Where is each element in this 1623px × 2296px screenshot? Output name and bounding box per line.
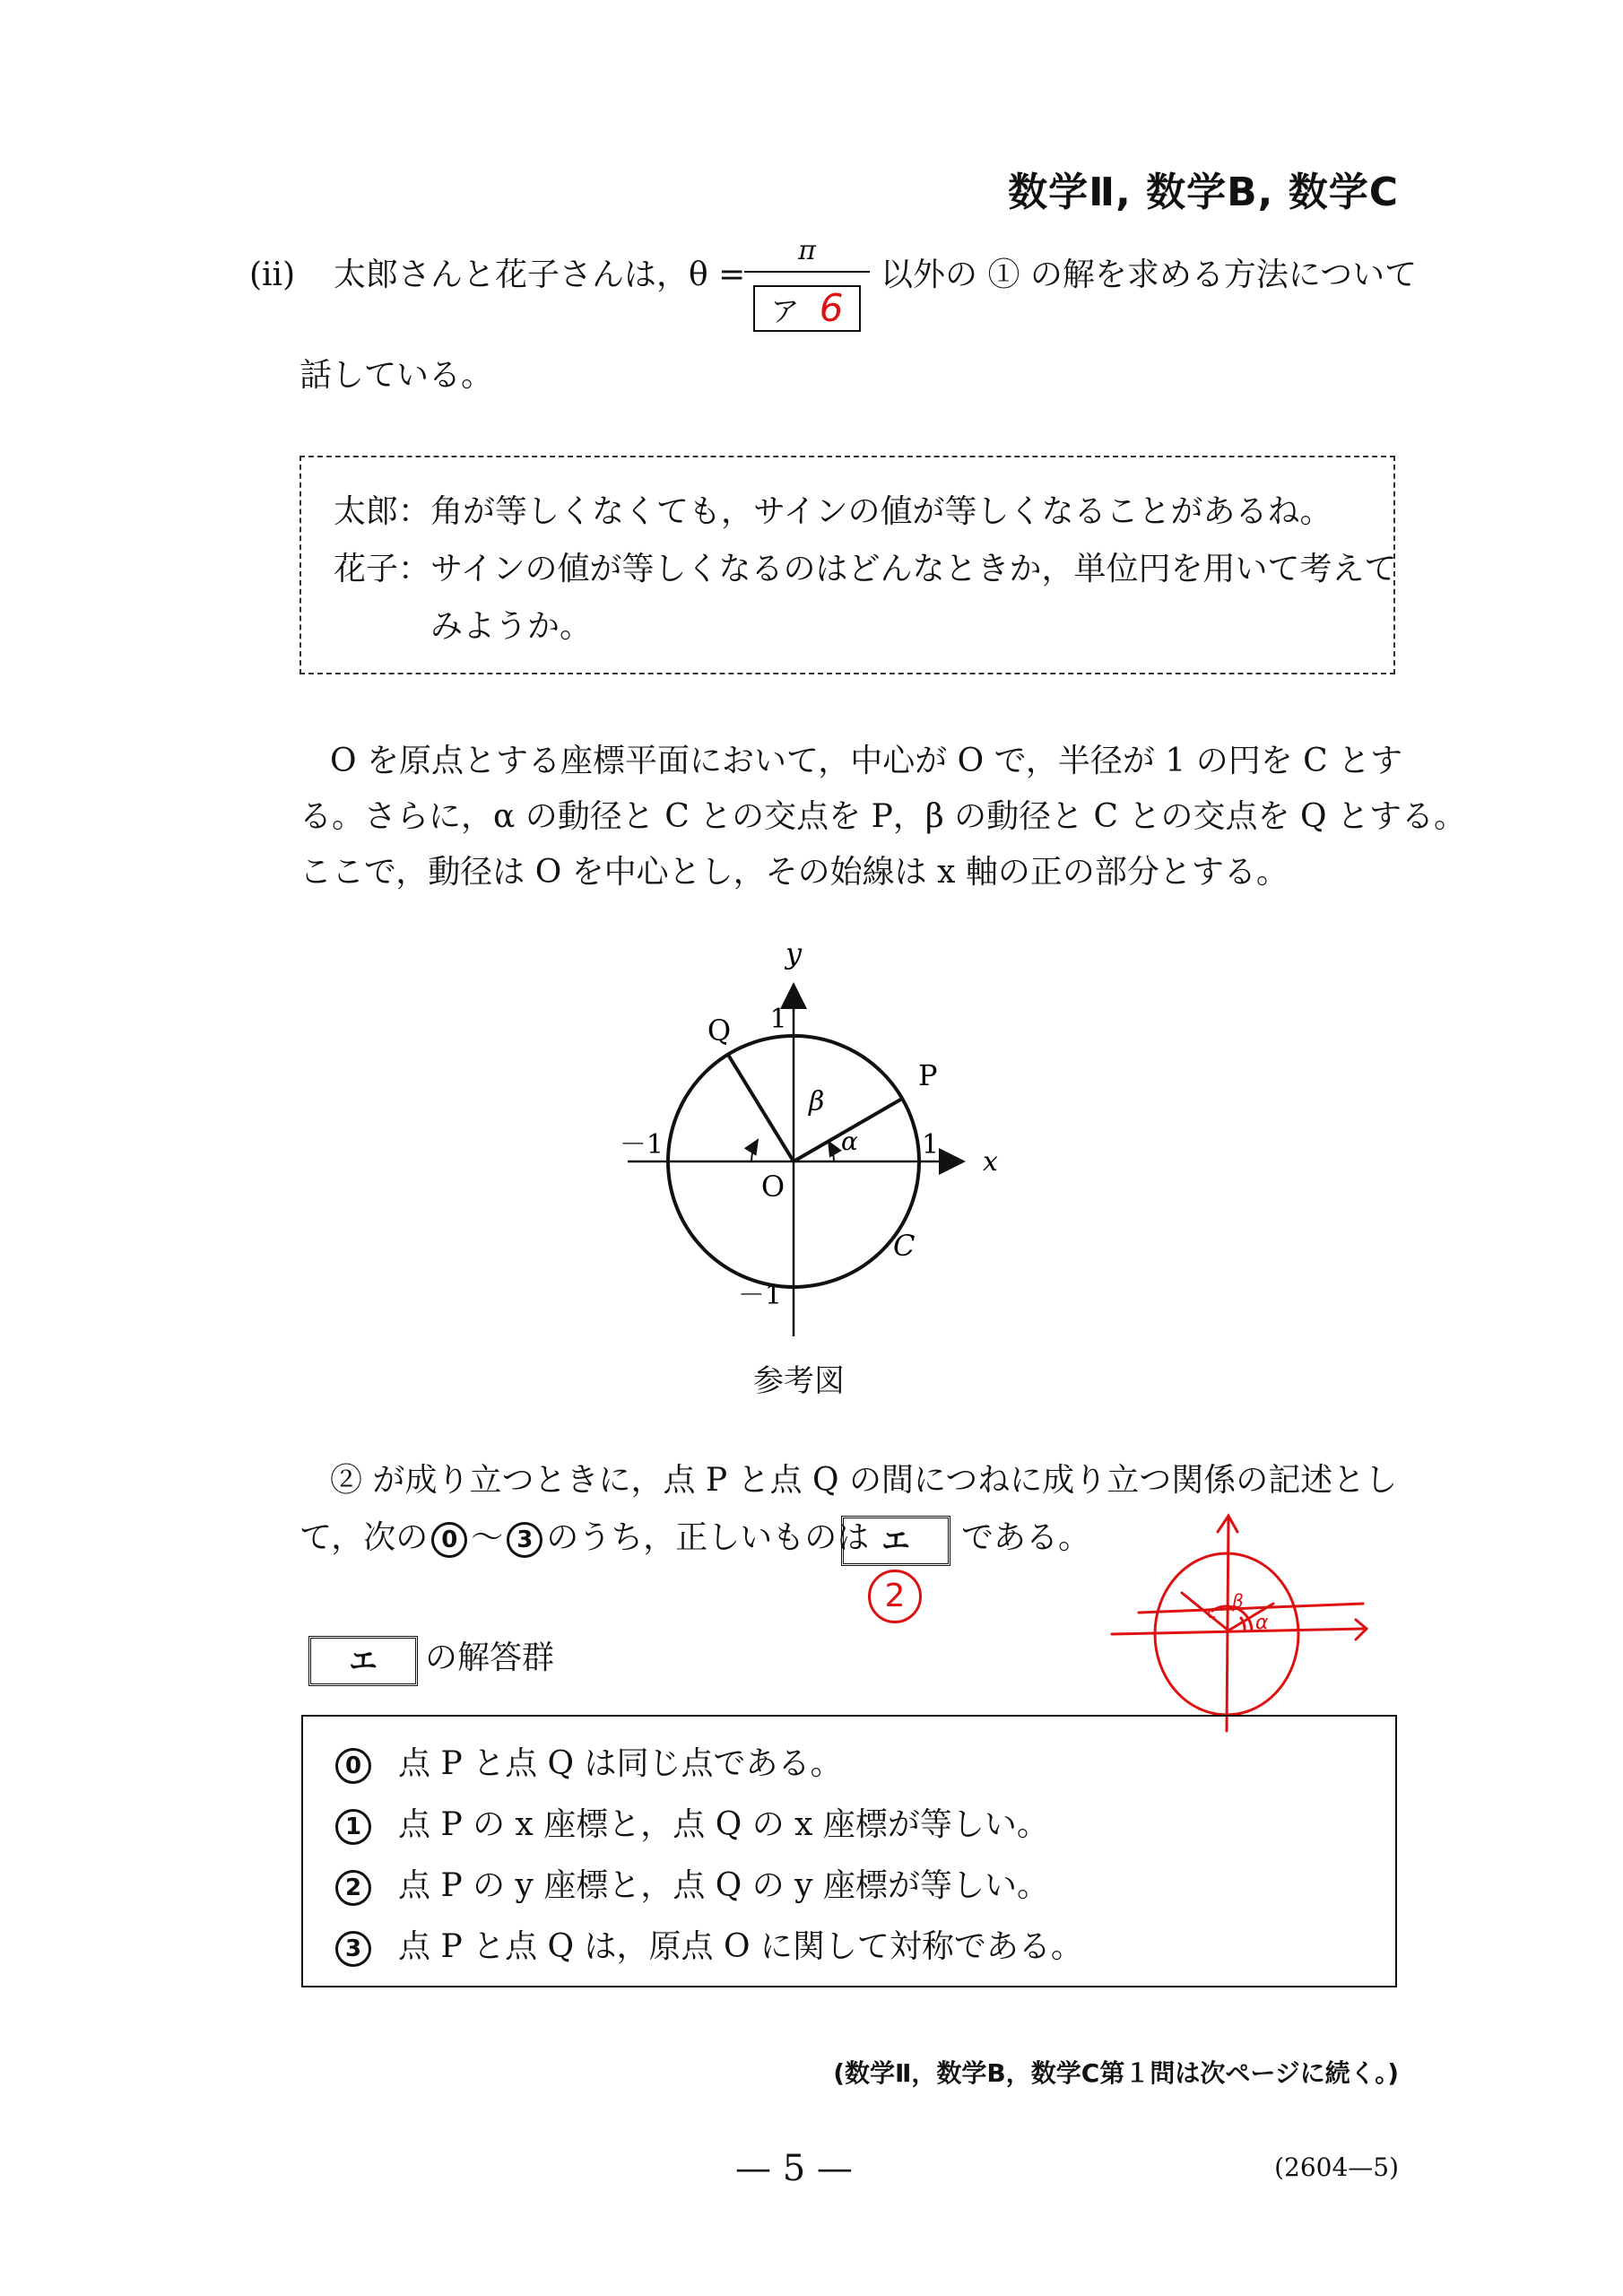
label-x: x (983, 1146, 998, 1178)
subject-title: 数学Ⅱ, 数学B, 数学C (1008, 170, 1399, 215)
figure-caption: 参考図 (753, 1363, 845, 1399)
choice-3-number: 3 (335, 1931, 371, 1967)
paragraph-line-3: ここで，動径は O を中心とし，その始線は x 軸の正の部分とする。 (299, 854, 1289, 891)
part-label: (ii) (249, 257, 296, 293)
choice-3-text: 点 P と点 Q は，原点 O に関して対称である。 (398, 1928, 1083, 1965)
radius-oq (728, 1055, 794, 1161)
dialogue-line-hanako (334, 542, 1397, 597)
label-origin: O (760, 1170, 785, 1204)
label-q: Q (707, 1013, 732, 1048)
arc-alpha (829, 1142, 834, 1161)
handwritten-answer: 2 (868, 1570, 922, 1623)
answer-box-a-label: ア (770, 294, 800, 328)
answer-box-e: エ (841, 1516, 950, 1566)
choice-1 (335, 1803, 1049, 1848)
dialogue-text-taro: 角が等しくなくても，サインの値が等しくなることがあるね。 (430, 493, 1332, 530)
label-neg-one-bottom: －1 (737, 1280, 782, 1311)
part-line1-before: 太郎さんと花子さんは，θ = (334, 257, 746, 293)
answer-choices-box (301, 1715, 1397, 1987)
sketch-alpha: α (1255, 1612, 1269, 1634)
part-line1-after: 以外の ① の解を求める方法について (881, 257, 1418, 293)
arc-beta (751, 1140, 758, 1161)
speaker-hanako: 花子： (334, 551, 431, 587)
choice-0-text: 点 P と点 Q は同じ点である。 (398, 1745, 843, 1782)
dialogue-hanako-cont: みようか。 (430, 608, 593, 645)
dialogue-text-hanako: サインの値が等しくなるのはどんなときか，単位円を用いて考えて (430, 551, 1397, 587)
paragraph-line-1: O を原点とする座標平面において，中心が O で，半径が 1 の円を C とす (330, 743, 1403, 779)
choice-1-text: 点 P の x 座標と，点 Q の x 座標が等しい。 (398, 1806, 1049, 1843)
fraction-bar (744, 271, 870, 273)
label-one-right: 1 (922, 1129, 940, 1161)
dialogue-line-taro (334, 484, 1332, 540)
sketch-c: c (1207, 1601, 1217, 1622)
range-end-number: 3 (507, 1522, 542, 1558)
choice-2-text: 点 P の y 座標と，点 Q の y 座標が等しい。 (398, 1867, 1049, 1904)
choice-0 (335, 1742, 843, 1787)
choice-0-number: 0 (335, 1748, 371, 1784)
answer-group-label: の解答群 (425, 1639, 555, 1676)
answer-box-a (753, 285, 861, 332)
label-beta: β (809, 1086, 825, 1118)
answer-group-box: エ (308, 1636, 418, 1686)
fraction (744, 235, 870, 332)
fraction-numerator: π (798, 235, 816, 266)
part-line2: 話している。 (299, 357, 494, 394)
continuation-note: (数学Ⅱ，数学B，数学C第１問は次ページに続く。) (833, 2058, 1399, 2088)
question-line-2 (299, 1510, 869, 1566)
choice-2-number: 2 (335, 1870, 371, 1906)
speaker-taro: 太郎： (334, 493, 431, 530)
question-line2-mid: のうち，正しいものは (546, 1519, 870, 1556)
handwritten-sketch (1103, 1507, 1390, 1740)
choice-3 (335, 1925, 1083, 1970)
label-alpha: α (841, 1126, 858, 1156)
page-number: — 5 — (735, 2148, 853, 2189)
sketch-beta: β (1232, 1590, 1244, 1612)
label-p: P (918, 1058, 938, 1092)
question-line-1: ② が成り立つときに，点 P と点 Q の間につねに成り立つ関係の記述とし (330, 1462, 1398, 1499)
choice-1-number: 1 (335, 1809, 371, 1845)
question-line2-before: て，次の (299, 1519, 429, 1556)
choice-2 (335, 1864, 1049, 1909)
page-code: (2604—5) (1274, 2152, 1399, 2182)
range-start-number: 0 (431, 1522, 467, 1558)
label-neg-one-left: －1 (619, 1129, 664, 1161)
dialogue-box (299, 456, 1395, 674)
handwritten-six: 6 (819, 286, 844, 330)
range-tilde: ～ (471, 1519, 504, 1556)
paragraph-line-2: る。さらに，α の動径と C との交点を P，β の動径と C との交点を Q とする。 (299, 798, 1466, 835)
label-one-top: 1 (769, 1004, 787, 1035)
label-c: C (893, 1229, 916, 1263)
question-line2-after: である。 (961, 1519, 1091, 1556)
label-y: y (785, 942, 803, 970)
